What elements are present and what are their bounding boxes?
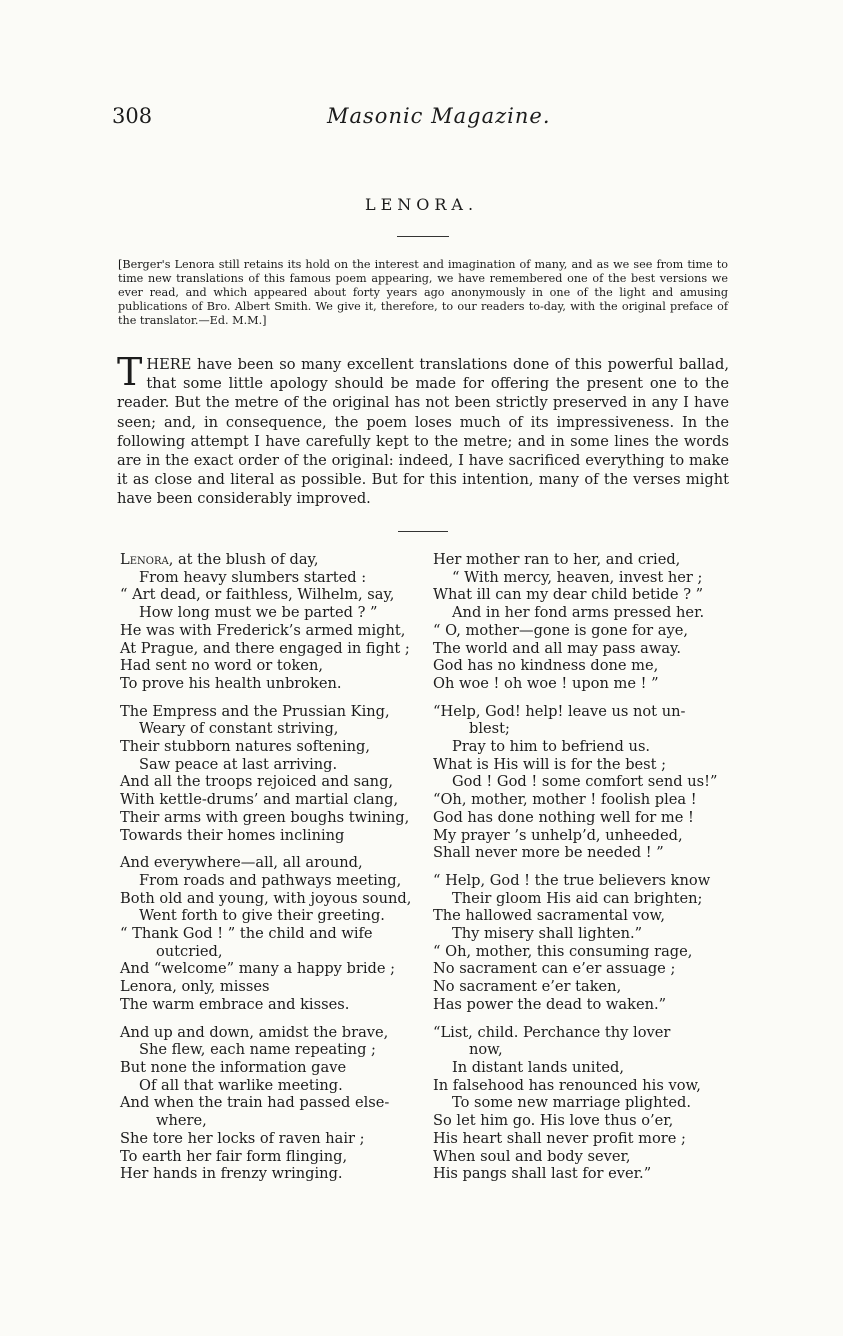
poem-line: Their arms with green boughs twining, [120,808,410,826]
poem-line: God ! God ! some comfort send us!” [452,773,718,791]
page-number: 308 [112,104,153,128]
poem-line: Weary of constant striving, [139,720,339,738]
article-title: LENORA. [364,195,479,214]
poem-line: Both old and young, with joyous sound, [120,889,412,907]
poem-stanza [120,551,420,693]
poem-line: And in her fond arms pressed her. [452,604,705,622]
poem-line: “Oh, mother, mother ! foolish plea ! [433,791,697,809]
poem-line-text: , at the blush of day, [168,551,319,568]
poem-stanza [433,1024,733,1183]
poem-line: “ Oh, mother, this consuming rage, [433,942,693,960]
poem-line: But none the information gave [120,1058,347,1076]
poem-line: God has no kindness done me, [433,657,659,675]
poem-line: The warm embrace and kisses. [120,995,350,1013]
poem-line: “Help, God! help! leave us not un- [433,702,686,720]
poem-line: When soul and body sever, [433,1147,631,1165]
preface-text: have been so many excellent translations done of this powerful ballad, that some little apology should be made for offering the present one to the reader. But the metre of the original has not been strictly preserved in any I have seen; and, in consequence, the poem loses much of its impressiveness. In the following attempt I have carefully kept to the metre; and in some lines the words are in the exact order of the original: indeed, I have sacrificed everything to make it as close and literal as possible. But for this intention, many of the verses might have been considerably improved. [117,356,729,508]
poem-line: What ill can my dear child betide ? ” [433,586,704,604]
poem-line: And all the troops rejoiced and sang, [120,773,394,791]
poem-line: blest; [469,720,510,738]
poem-line: In distant lands united, [452,1058,624,1076]
poem-line: “ Thank God ! ” the child and wife [120,925,373,943]
poem-line: Their gloom His aid can brighten; [452,889,703,907]
poem-first-word: Lenora [120,551,169,568]
poem-line: He was with Frederick’s armed might, [120,621,406,639]
poem-line: No sacrament can e’er assuage ; [433,960,676,978]
running-title: Masonic Magazine. [327,104,551,128]
poem-line: She tore her locks of raven hair ; [120,1129,365,1147]
poem-line: “ With mercy, heaven, invest her ; [452,568,703,586]
poem-right-column [433,551,733,1193]
preface-divider [398,531,448,532]
poem-line: His heart shall never profit more ; [433,1129,686,1147]
poem-line: “ O, mother—gone is gone for aye, [433,621,689,639]
poem-line: Of all that warlike meeting. [139,1076,343,1094]
poem-line [120,551,420,569]
poem-line: “List, child. Perchance thy lover [433,1023,671,1041]
poem-line: Her hands in frenzy wringing. [120,1165,343,1183]
drop-cap: T [117,350,143,394]
poem-line: The hallowed sacramental vow, [433,907,665,925]
poem-line: And everywhere—all, all around, [120,854,363,872]
poem-line: With kettle-drums’ and martial clang, [120,791,399,809]
poem-line: Towards their homes inclining [120,826,345,844]
poem-line: In falsehood has renounced his vow, [433,1076,701,1094]
poem-stanza [433,551,733,693]
poem-stanza [120,854,420,1013]
poem-line: Shall never more be needed ! ” [433,844,664,862]
poem-line: The Empress and the Prussian King, [120,702,390,720]
poem-line: At Prague, and there engaged in fight ; [120,639,410,657]
poem-line: Their stubborn natures softening, [120,738,371,756]
poem-line: My prayer ’s unhelp’d, unheeded, [433,826,683,844]
poem-line: To some new marriage plighted. [452,1094,691,1112]
poem-line: where, [156,1112,207,1130]
poem-line: What is His will is for the best ; [433,755,667,773]
poem-line: “ Help, God ! the true believers know [433,871,711,889]
poem-stanza [120,703,420,845]
poem-line: Oh woe ! oh woe ! upon me ! ” [433,674,659,692]
poem-line: Saw peace at last arriving. [139,755,338,773]
poem-stanza [433,703,733,862]
poem-line: “ Art dead, or faithless, Wilhelm, say, [120,586,395,604]
editor-note: [Berger's Lenora still retains its hold on the interest and imagination of many, and as we see from time to time new translations of this famous poem appearing, we have remembered one of the best versions we ever read, and which appeared about forty years ago anonymously in one of the light and amusing publications of Bro. Albert Smith. We give it, therefore, to our readers to-day, with the original preface of the translator.—Ed. M.M.] [118,258,728,327]
poem-line: Had sent no word or token, [120,657,324,675]
poem-line: To earth her fair form flinging, [120,1147,348,1165]
poem-line: From heavy slumbers started : [139,568,367,586]
poem-line: From roads and pathways meeting, [139,871,402,889]
poem-line: And up and down, amidst the brave, [120,1023,389,1041]
poem-line: Lenora, only, misses [120,978,270,996]
poem-line: Went forth to give their greeting. [139,907,385,925]
poem-line: So let him go. His love thus o’er, [433,1112,674,1130]
poem-line: And when the train had passed else- [120,1094,390,1112]
poem-line: The world and all may pass away. [433,639,681,657]
translator-preface [117,350,729,509]
poem-stanza [433,872,733,1014]
poem-line: How long must we be parted ? ” [139,604,378,622]
poem-line: God has done nothing well for me ! [433,808,694,826]
poem-line: now, [469,1041,503,1059]
poem-line: His pangs shall last for ever.” [433,1165,652,1183]
poem-line: Her mother ran to her, and cried, [433,551,681,568]
poem-line: Has power the dead to waken.” [433,995,667,1013]
preface-first-word: HERE [146,356,192,373]
poem-stanza [120,1024,420,1183]
poem-line: She flew, each name repeating ; [139,1041,376,1059]
poem-line: And “welcome” many a happy bride ; [120,960,396,978]
title-divider [397,236,449,237]
poem-line: To prove his health unbroken. [120,674,342,692]
page-header [112,104,732,134]
poem-line: Pray to him to befriend us. [452,738,651,756]
poem-line: Thy misery shall lighten.” [452,925,643,943]
poem-line: outcried, [156,942,223,960]
poem-left-column [120,551,420,1193]
poem-line: No sacrament e’er taken, [433,978,622,996]
